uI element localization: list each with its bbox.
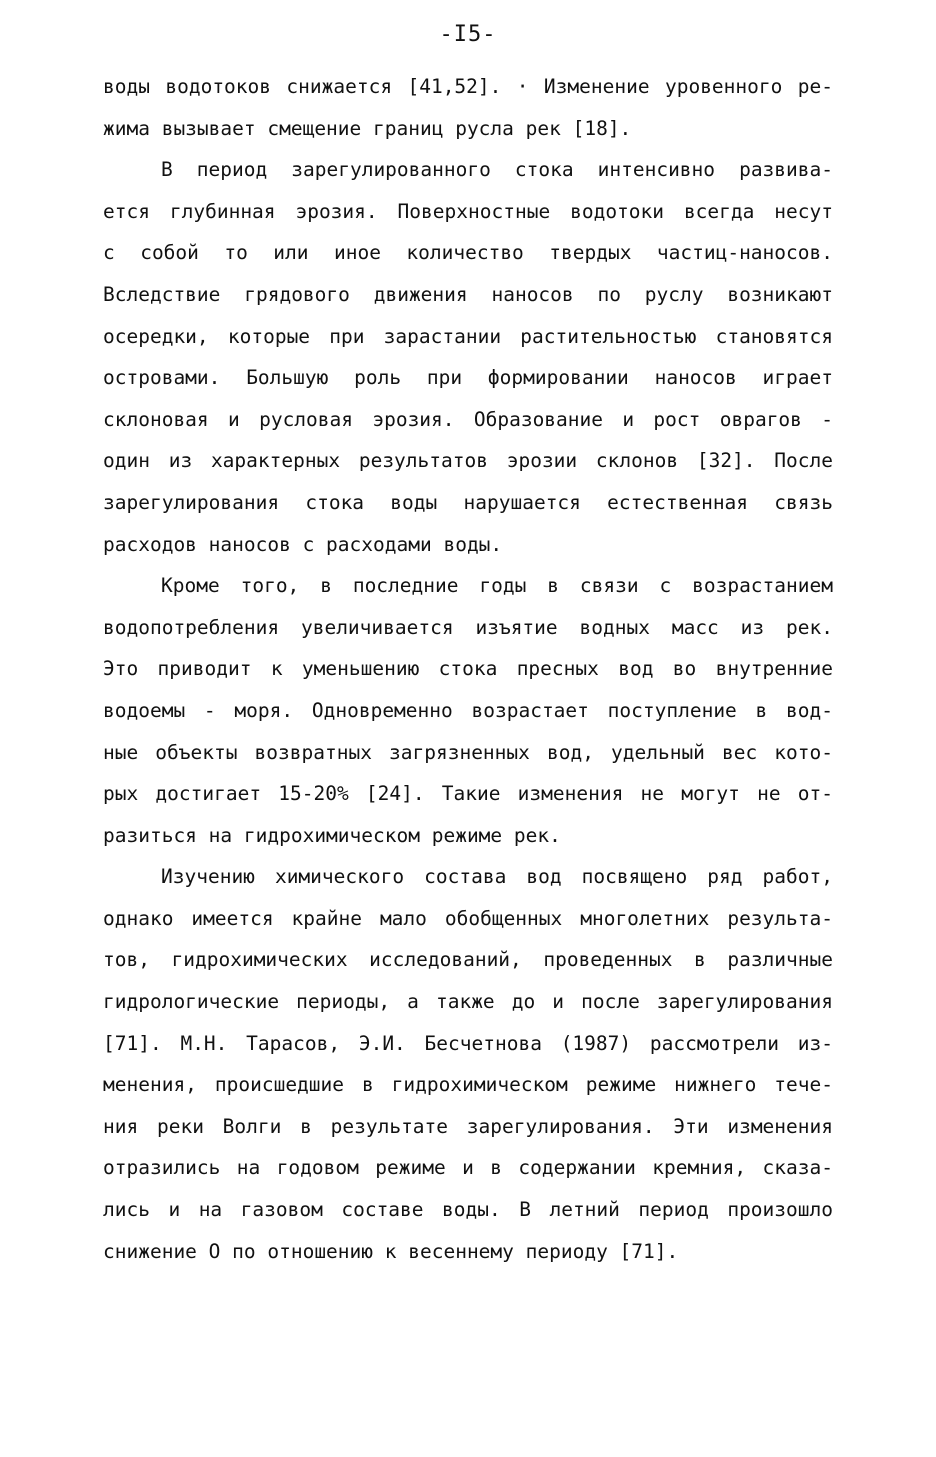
text-line: Это приводит к уменьшению стока пресных вод во внутренние — [103, 657, 833, 681]
text-line: расходов наносов с расходами воды. — [103, 532, 503, 556]
text-line: лись и на газовом составе воды. В летний период произошло — [103, 1198, 833, 1222]
text-line: гидрологические периоды, а также до и после зарегулирования — [103, 990, 833, 1014]
text-line: ется глубинная эрозия. Поверхностные водотоки всегда несут — [103, 199, 833, 223]
text-line: с собой то или иное количество твердых частиц-наносов. — [103, 241, 833, 265]
text-line: снижение О по отношению к весеннему периоду [71]. — [103, 1239, 679, 1263]
text-line: рых достигает 15-20% [24]. Такие изменения не могут не от- — [103, 782, 833, 806]
text-line: ния реки Волги в результате зарегулирования. Эти изменения — [103, 1114, 833, 1138]
text-line: островами. Большую роль при формировании наносов играет — [103, 366, 833, 390]
text-line: осередки, которые при зарастании растительностью становятся — [103, 324, 833, 348]
text-line: Изучению химического состава вод посвящено ряд работ, — [161, 865, 833, 889]
text-line: ные объекты возвратных загрязненных вод, удельный вес кото- — [103, 740, 833, 764]
text-line: менения, происшедшие в гидрохимическом режиме нижнего тече- — [103, 1073, 833, 1097]
text-line: [71]. М.Н. Тарасов, Э.И. Бесчетнова (1987) рассмотрели из- — [103, 1031, 833, 1055]
text-line: один из характерных результатов эрозии склонов [32]. После — [103, 449, 833, 473]
text-line: Вследствие грядового движения наносов по руслу возникают — [103, 282, 833, 306]
text-line: однако имеется крайне мало обобщенных многолетних результа- — [103, 906, 833, 930]
text-line: отразились на годовом режиме и в содержании кремния, сказа- — [103, 1156, 833, 1180]
text-line: водопотребления увеличивается изъятие водных масс из рек. — [103, 615, 833, 639]
text-line: зарегулирования стока воды нарушается естественная связь — [103, 490, 833, 514]
blank-bottom-margin — [0, 1300, 936, 1457]
page-number: -I5- — [439, 22, 497, 47]
text-line: разиться на гидрохимическом режиме рек. — [103, 823, 561, 847]
text-line: воды водотоков снижается [41,52]. · Изменение уровенного ре- — [103, 75, 833, 98]
text-line: тов, гидрохимических исследований, проведенных в различные — [103, 948, 833, 972]
text-line: водоемы - моря. Одновременно возрастает поступление в вод- — [103, 698, 833, 722]
text-line: Кроме того, в последние годы в связи с возрастанием — [161, 574, 833, 598]
text-line: В период зарегулированного стока интенсивно развива- — [161, 158, 833, 182]
text-line: жима вызывает смещение границ русла рек [18]. — [103, 116, 632, 140]
body-text — [103, 66, 833, 1272]
text-line: склоновая и русловая эрозия. Образование и рост оврагов - — [103, 407, 833, 431]
